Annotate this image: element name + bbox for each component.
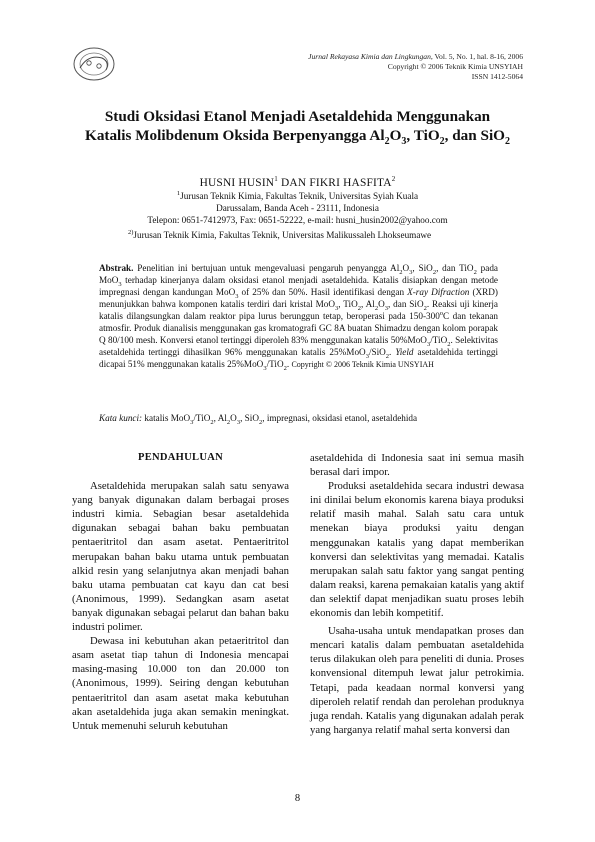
- paragraph: Asetaldehida merupakan salah satu senyawa yang banyak digunakan dalam berbagai proses industri kimia. Sebagian besar asetaldehida digunakan sebagai bahan baku pembuatan pentaeritritol dan asam asetat. Pentaeritritol merupakan bahan baku utama untuk pembuatan alkid resin yang selanjutnya akan menjadi bahan baku utama pembuatan cat kayu dan cat besi (Anonimous, 1999). Sedangkan asam asetat banyak digunakan sebagai pelarut dan bahan baku industri polimer.: [72, 480, 289, 634]
- affiliation-1-contact: Telepon: 0651-7412973, Fax: 0651-52222, e-mail: husni_husin2002@yahoo.com: [147, 215, 448, 226]
- paper-title: [40, 107, 555, 148]
- body-column-right: [310, 451, 524, 737]
- affiliations: [40, 188, 555, 241]
- journal-copyright: Copyright © 2006 Teknik Kimia UNSYIAH: [387, 62, 523, 71]
- abstract-label: Abstrak.: [99, 263, 134, 273]
- paragraph: Dewasa ini kebutuhan akan petaeritritol dan asam asetat tiap tahun di Indonesia mencapai masing-masing 10.000 ton dan 20.000 ton (Anonimous, 1999). Seiring dengan kebutuhan pentaeritritol dan asam asetat maka kebutuhan akan asetaldehida juga akan semakin meningkat. Untuk memenuhi seluruh kebutuhan: [72, 635, 289, 732]
- affiliation-1: $^1$Jurusan Teknik Kimia, Fakultas Teknik, Universitas Syiah Kuala: [176, 190, 419, 202]
- abstract-copyright: Copyright © 2006 Teknik Kimia UNSYIAH: [291, 360, 434, 370]
- author-1: HUSNI HUSIN: [199, 176, 275, 189]
- journal-citation: [308, 52, 523, 62]
- title-line-1: Studi Oksidasi Etanol Menjadi Asetaldehida Menggunakan: [104, 108, 491, 125]
- journal-header: [308, 52, 523, 82]
- author-line: HUSNI HUSIN$^1$ DAN FIKRI HASFITA$^2$: [199, 175, 396, 189]
- affiliation-2: $^{2)}$Jurusan Teknik Kimia, Fakultas Teknik, Universitas Malikussaleh Lhokseumawe: [128, 228, 432, 240]
- author-2: DAN FIKRI HASFITA: [277, 176, 392, 189]
- affiliation-1-address: Darussalam, Banda Aceh - 23111, Indonesia: [216, 203, 379, 214]
- title-line-2: Katalis Molibdenum Oksida Berpenyangga $Al_2O_3$, TiO$_2$, dan SiO$_2$: [85, 127, 510, 148]
- journal-name: Jurnal Rekayasa Kimia dan Lingkungan: [308, 52, 431, 61]
- paragraph: asetaldehida di Indonesia saat ini semua masih berasal dari impor.: [310, 452, 524, 479]
- journal-issue: , Vol. 5, No. 1, hal. 8-16, 2006: [430, 52, 523, 61]
- keywords: Kata kunci: katalis MoO$_3$/TiO$_2$, $Al_2O_3$, SiO$_2$, impregnasi, oksidasi etanol, asetaldehida: [99, 413, 418, 426]
- paragraph: Produksi asetaldehida secara industri dewasa ini dinilai belum ekonomis karena biaya produksi relatif masih mahal. Salah satu cara untuk menekan biaya produksi yaitu dengan menggunakan katalis yang dapat memberikan konversi dan selektivitas yang memadai. Katalis merupakan salah satu faktor yang sangat penting dalam reaksi, karena pemakaian katalis yang aktif dan selektif dapat menjadikan suatu proses lebih ekonomis dan lebih kompetitif.: [310, 480, 524, 620]
- journal-issn: ISSN 1412-5064: [471, 72, 523, 81]
- keywords-label: Kata kunci:: [99, 413, 143, 423]
- page-number: 8: [294, 793, 301, 804]
- journal-logo-icon: [72, 44, 116, 84]
- section-heading: PENDAHULUAN: [138, 452, 223, 463]
- abstract: Abstrak. Penelitian ini bertujuan untuk mengevaluasi pengaruh penyangga $Al_2O_3$, SiO$_2$, dan TiO$_2$ pada MoO$_3$ terhadap kinerjanya dalam oksidasi etanol menjadi asetaldehida. Katalis disiapkan dengan metode impregnasi dengan kandungan MoO$_3$ of 25% dan 50%. Hasil identifikasi dengan X-ray Difraction (XRD) menunjukkan bahwa komponen katalis terdiri dari kristal MoO$_3$, TiO$_2$, $Al_2O_3$, dan SiO$_2$. Reaksi uji kinerja katalis dilangsungkan dalam reaktor pipa lurus berunggun tetap, beroperasi pada 150-300$^o$C dan tekanan atmosfir. Produk dianalisis menggunakan gas kromatografi GC 8A buatan Shimadzu dengan kolom porapak Q 80/100 mesh. Konversi etanol tertinggi diperoleh 83% menggunakan katalis 50%MoO$_3$/TiO$_2$. Selektivitas asetaldehida tertinggi dihasilkan 96% menggunakan katalis 25%MoO$_3$/SiO$_2$. Yield asetaldehida tertinggi dicapai 51% menggunakan katalis 25%MoO$_3$/TiO$_2$. Copyright © 2006 Teknik Kimia UNSYIAH: [99, 263, 499, 373]
- paragraph: Usaha-usaha untuk mendapatkan proses dan mencari katalis dalam pembuatan asetaldehida terus dilakukan oleh para peneliti di dunia. Proses konvensional ditempuh lewat jalur petrokimia. Tetapi, pada keadaan normal konversi yang diperoleh relatif rendah dan perolehan produknya juga rendah. Katalis yang digunakan adalah perak yang harganya relatif mahal serta konversi dan: [310, 625, 524, 736]
- body-column-left: [72, 451, 289, 733]
